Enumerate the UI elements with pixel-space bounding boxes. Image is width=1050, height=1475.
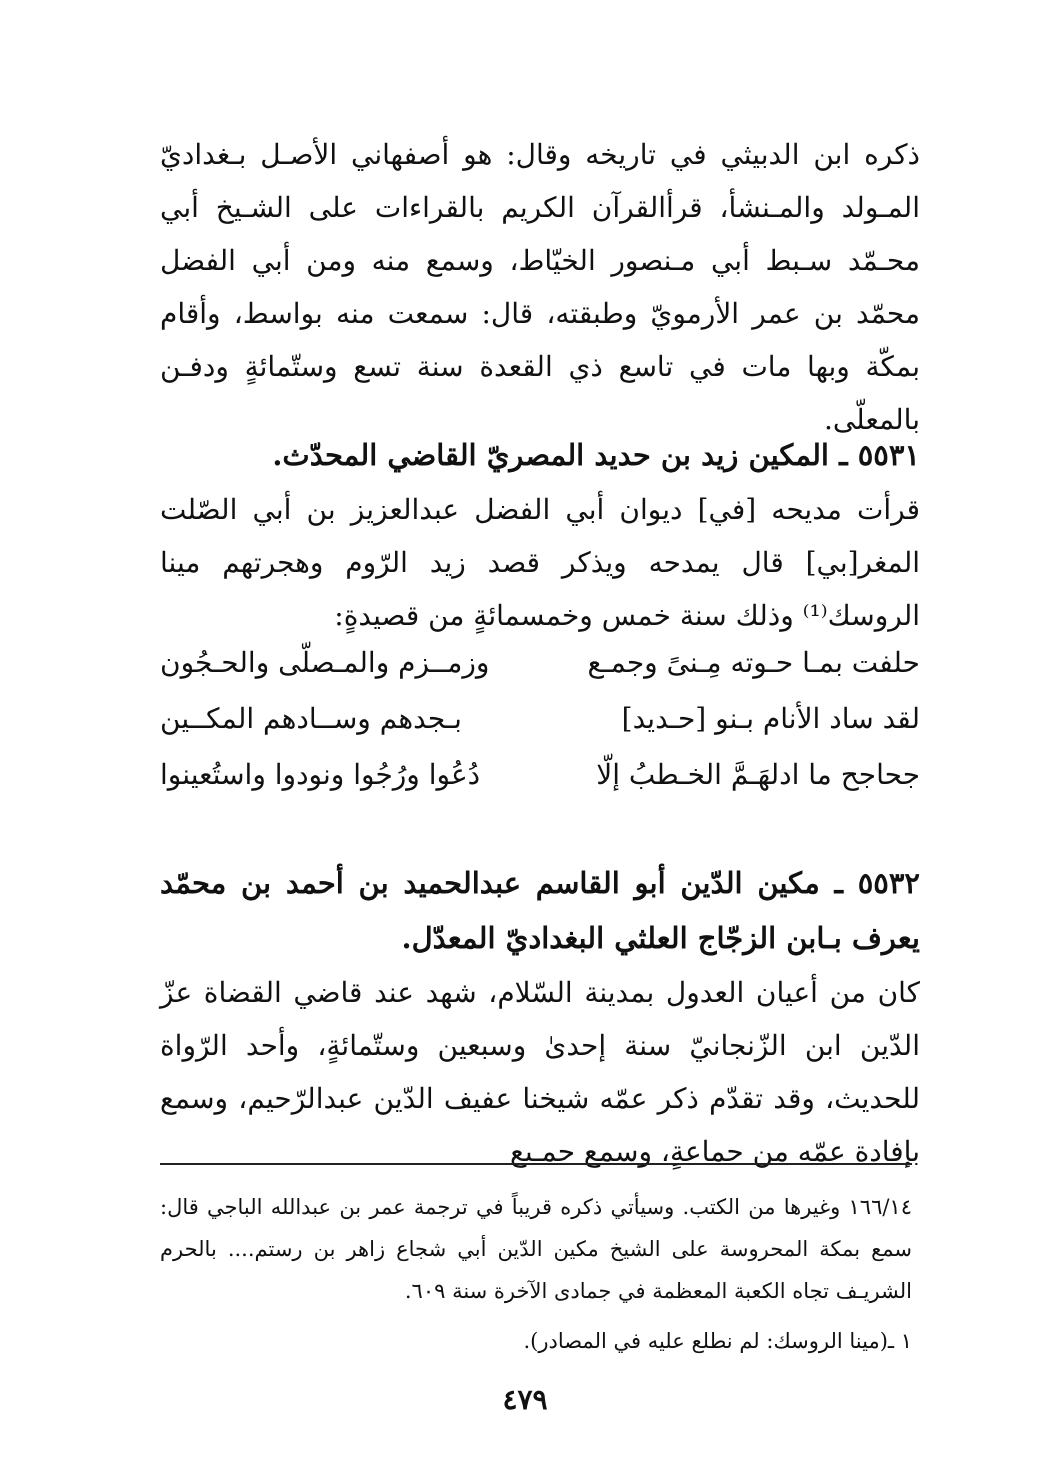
footnote-1: ١ ـ(مينا الروسك: لم نطلع عليه في المصادر). (523, 1329, 912, 1353)
verse-second-hemistich: وزمــزم والمـصلّى والحـجُون (160, 645, 490, 679)
verse-line (160, 690, 920, 746)
verse-first-hemistich: لقد ساد الأنام بـنو [حـديد] (621, 701, 920, 735)
entry-5532-paragraph: كان من أعيان العدول بمدينة السّلام، شهد عند قاضي القضاة عزّ الدّين ابن الزّنجانيّ سنة إحدىٰ وسبعين وستّمائةٍ، وأحد الرّواة للحديث، وقد تقدّم ذكر عمّه شيخنا عفيف الدّين عبدالرّحيم، وسمع بإفادة عمّه من جماعةٍ، وسمع جمـيع (160, 976, 920, 1168)
poem-verses (160, 634, 920, 802)
verse-second-hemistich: دُعُوا ورُجُوا ونودوا واستُعينوا (160, 757, 481, 791)
footnote-continuation: ١٦٦/١٤ وغيرها من الكتب. وسيأتي ذكره قريباً في ترجمة عمر بن عبدالله الباجي قال: سمع بمكة المحروسة على الشيخ مكين الدّين أبي شجاع زاهر بن رستم.... بالحرم الشريـف تجاه الكعبة المعظمة في جمادى الآخرة سنة ٦٠٩. (160, 1195, 912, 1303)
verse-first-hemistich: جحاجح ما ادلهَـمَّ الخـطبُ إلّا (596, 757, 920, 791)
verse-line (160, 634, 920, 690)
entry-5531 (160, 428, 920, 642)
page-number: ٤٧٩ (502, 1383, 548, 1416)
entry-5531-heading: ٥٥٣١ ـ المكين زيد بن حديد المصريّ القاضي المحدّث. (272, 438, 920, 472)
footnotes (160, 1186, 912, 1362)
verse-first-hemistich: حلفت بمـا حـوته مِـنىً وجمـع (587, 645, 920, 679)
intro-paragraph: ذكره ابن الدبيثي في تاريخه وقال: هو أصفهاني الأصـل بـغداديّ المـولد والمـنشأ، قرأالقرآن الكريم بالقراءات على الشـيخ أبي محـمّد سـبط أبي مـنصور الخيّاط، وسمع منه ومن أبي الفضل محمّد بن عمر الأرمويّ وطبقته، قال: سمعت منه بواسط، وأقام بمكّة وبها مات في تاسع ذي القعدة سنة تسع وستّمائةٍ ودفـن بالمعلّى. (160, 138, 921, 436)
footnote-separator (160, 1163, 912, 1165)
entry-5532-heading: ٥٥٣٢ ـ مكين الدّين أبو القاسم عبدالحميد بن أحمد بن محمّد يعرف بـابن الزجّاج العلثي البغداديّ المعدّل. (160, 866, 920, 955)
entry-5531-paragraph: قرأت مديحه [في] ديوان أبي الفضل عبدالعزيز بن أبي الصّلت المغر[بي] قال يمدحه ويذكر قصد زيد الرّوم وهجرتهم مينا الروسك⁽¹⁾ وذلك سنة خمس وخمسمائةٍ من قصيدةٍ: (160, 493, 920, 632)
intro-section (160, 128, 920, 446)
entry-5532 (160, 856, 920, 1178)
verse-second-hemistich: بـجدهم وســادهم المكــين (160, 701, 462, 735)
verse-line (160, 746, 920, 802)
